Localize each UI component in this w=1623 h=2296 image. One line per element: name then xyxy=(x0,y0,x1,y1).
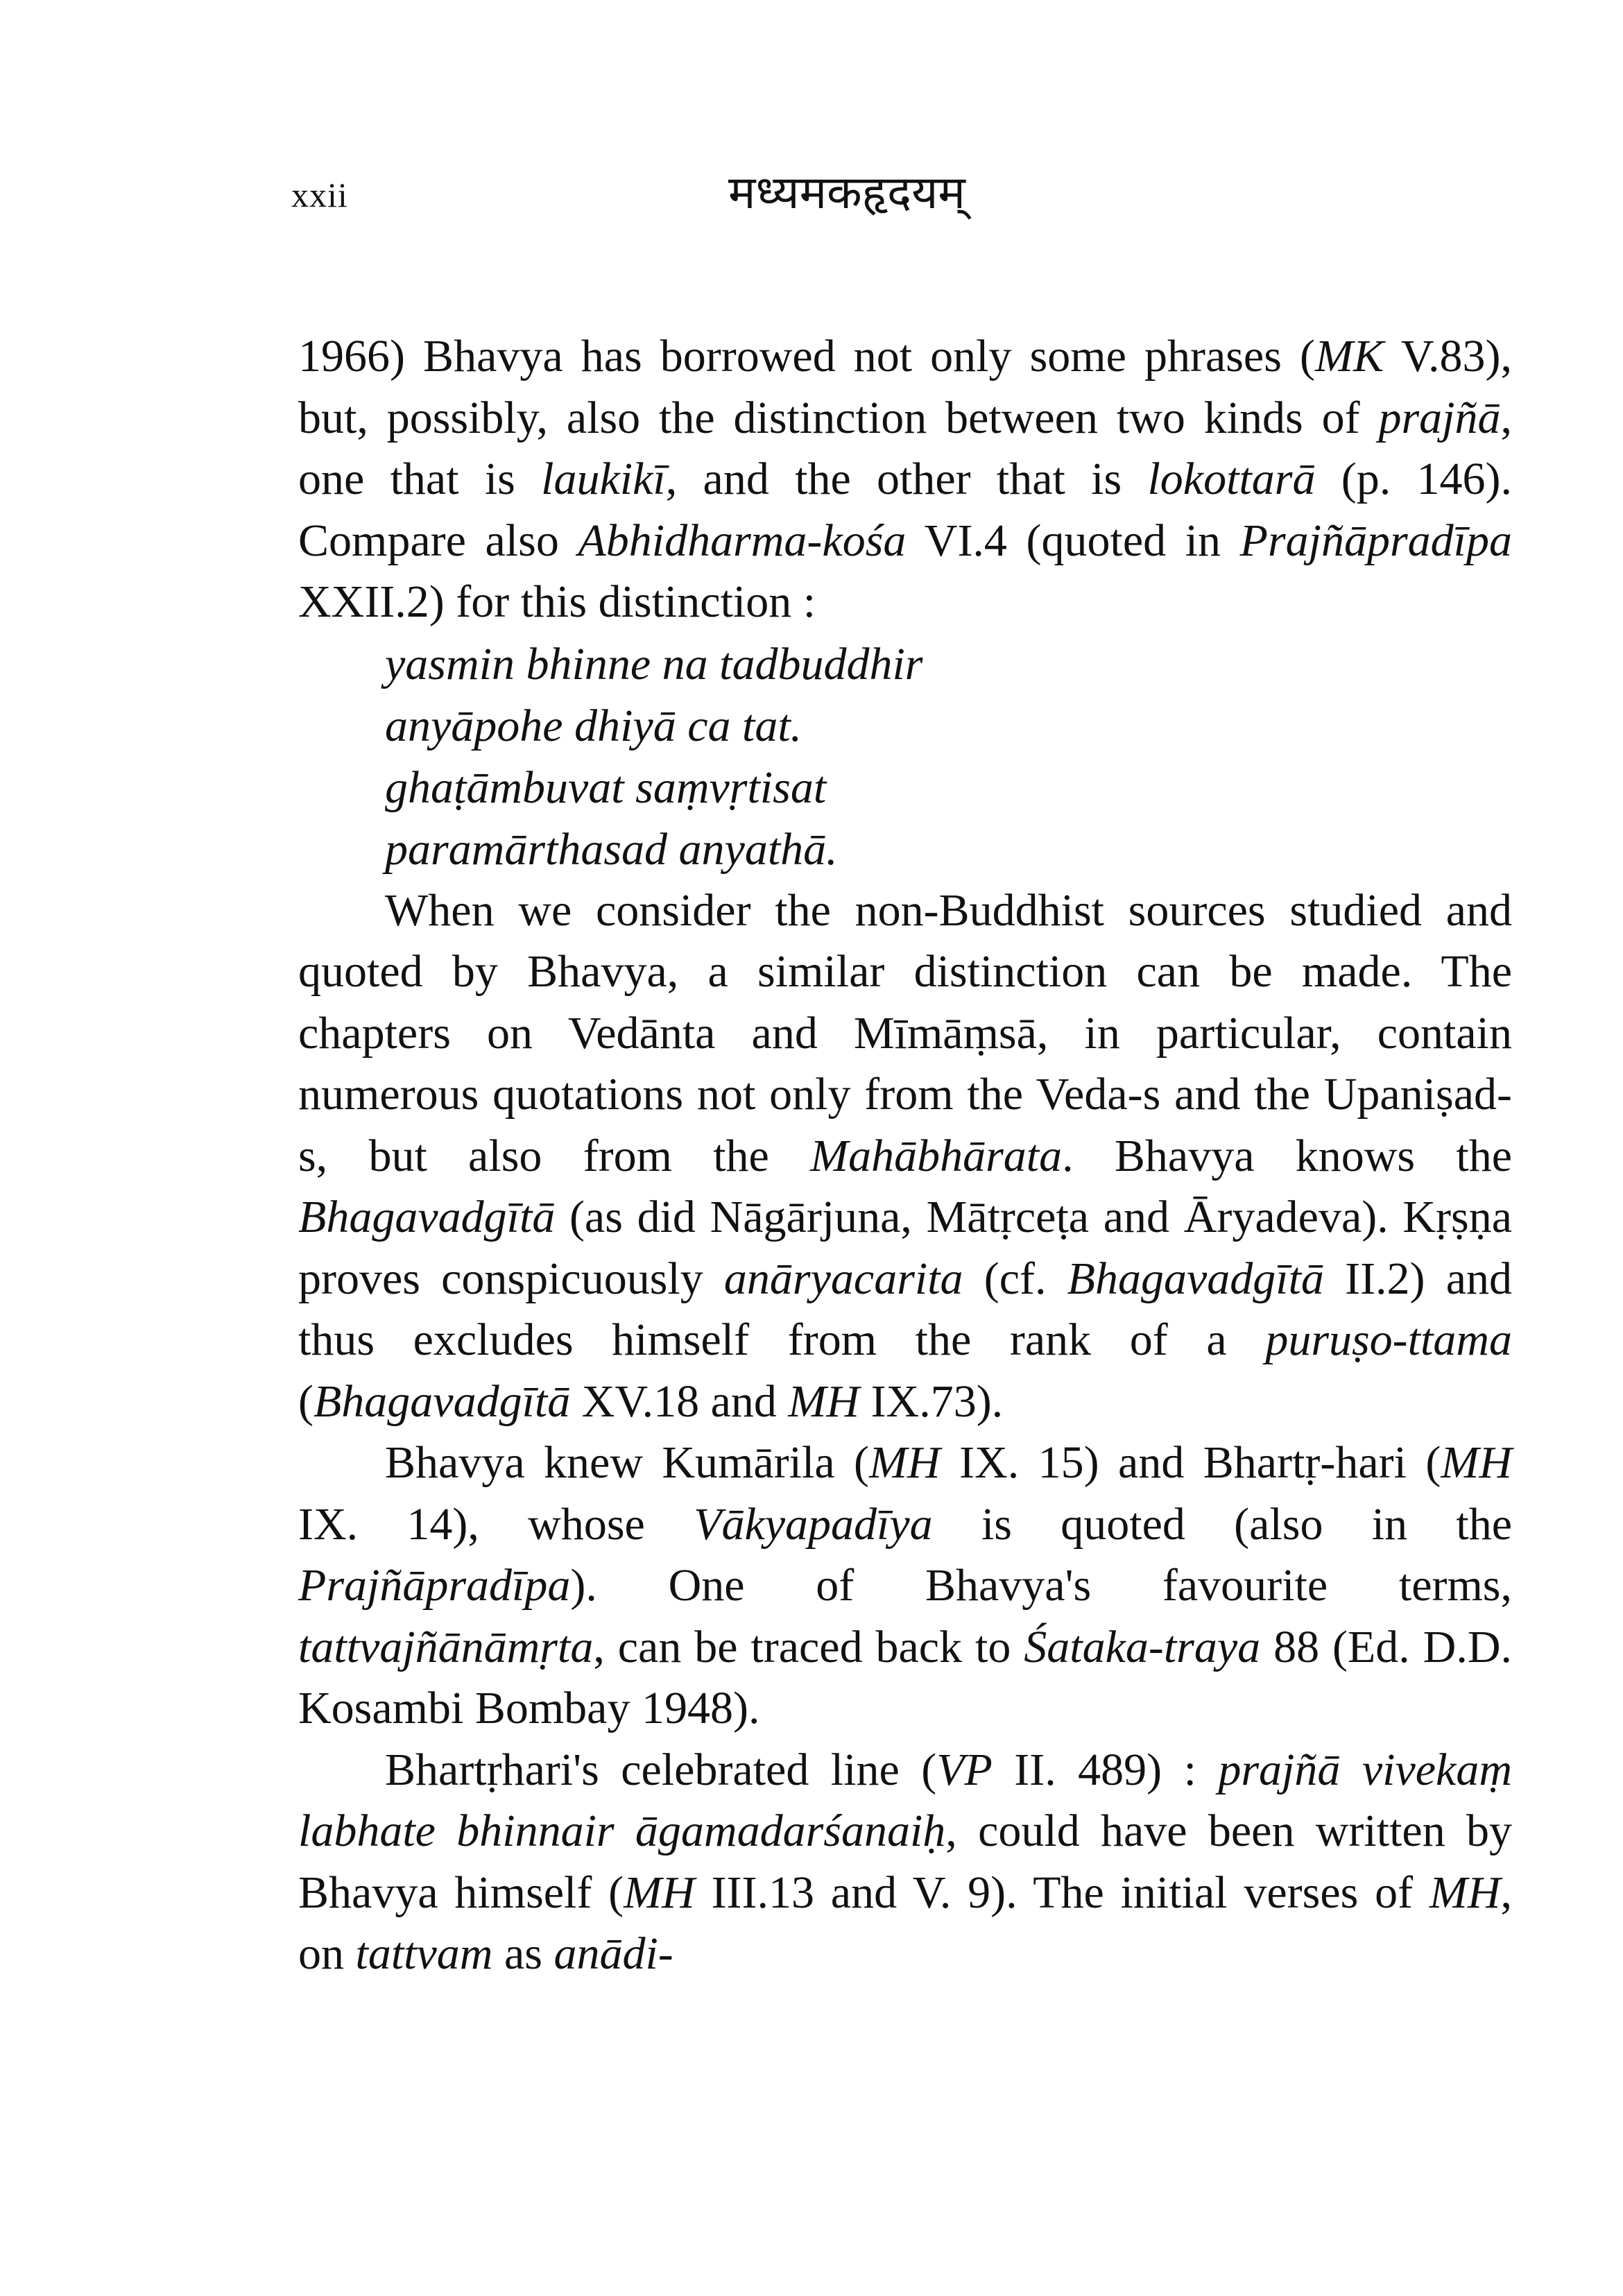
text-run: , one that is xyxy=(298,392,1512,504)
text-run: II. 489) : xyxy=(992,1744,1219,1795)
text-run: , can be traced back to xyxy=(593,1621,1024,1672)
body-text xyxy=(298,326,1512,1985)
text-run: V.83), but, possibly, also the distinction between two kinds of xyxy=(298,331,1512,443)
text-run: ). One of Bhavya's favourite terms, xyxy=(570,1560,1512,1611)
paragraph xyxy=(298,880,1512,1433)
verse-line: yasmin bhinne na tadbuddhir xyxy=(385,638,923,689)
text-run: is quoted (also in the xyxy=(932,1498,1513,1550)
text-run: XV.18 and xyxy=(570,1376,789,1427)
italic-term: prajñā vivekaṃ labhate bhinnair āgamadarśanaiḥ xyxy=(298,1744,1512,1856)
italic-term: puruṣo-ttama xyxy=(1265,1314,1512,1365)
text-run: (cf. xyxy=(963,1253,1067,1304)
text-run: Bhavya knew Kumārila ( xyxy=(385,1437,870,1488)
text-run: II.2) and thus excludes himself from the rank of a xyxy=(298,1253,1512,1365)
verse-block xyxy=(298,633,1512,880)
italic-term: Bhagavadgītā xyxy=(1067,1253,1324,1304)
text-run: 1966) Bhavya has borrowed not only some phrases ( xyxy=(298,331,1315,382)
page-number: xxii xyxy=(291,175,348,214)
running-title: मध्यमकहृदयम् xyxy=(728,166,965,219)
text-run: XXII.2) for this distinction : xyxy=(298,576,816,627)
italic-term: prajñā xyxy=(1378,392,1501,443)
italic-term: MK xyxy=(1314,331,1384,382)
italic-term: MH xyxy=(788,1376,860,1427)
text-run: as xyxy=(492,1928,554,1979)
text-run: VI.4 (quoted in xyxy=(906,515,1240,566)
paragraph xyxy=(298,326,1512,633)
text-run: , could have been written by Bhavya himself ( xyxy=(298,1806,1512,1918)
text-run: (p. 146). Compare also xyxy=(298,454,1512,566)
italic-term: anādi- xyxy=(553,1928,673,1979)
italic-term: Bhagavadgītā xyxy=(313,1376,571,1427)
verse-line: ghaṭāmbuvat saṃvṛtisat xyxy=(385,762,827,813)
italic-term: tattvam xyxy=(355,1928,493,1979)
text-run: IX. 15) and Bhartṛ-hari ( xyxy=(940,1437,1441,1488)
verse-line: anyāpohe dhiyā ca tat. xyxy=(385,700,802,751)
italic-term: MH xyxy=(624,1867,695,1918)
italic-term: MH xyxy=(1441,1437,1512,1488)
italic-term: laukikī xyxy=(541,454,666,504)
italic-term: MH xyxy=(869,1437,941,1488)
italic-term: Mahābhārata xyxy=(810,1130,1063,1181)
italic-term: tattvajñānāmṛta xyxy=(298,1621,594,1672)
text-run: III.13 and V. 9). The initial verses of xyxy=(694,1867,1429,1918)
text-run: . Bhavya knows the xyxy=(1062,1130,1512,1181)
italic-term: Śataka-traya xyxy=(1024,1621,1261,1672)
paragraph xyxy=(298,1740,1512,1985)
italic-term: Prajñāpradīpa xyxy=(298,1560,571,1611)
italic-term: Prajñāpradīpa xyxy=(1239,515,1512,566)
italic-term: lokottarā xyxy=(1147,454,1316,504)
italic-term: Abhidharma-kośa xyxy=(578,515,907,566)
page-header xyxy=(291,160,1526,222)
italic-term: anāryacarita xyxy=(723,1253,963,1304)
text-run: IX. 14), whose xyxy=(298,1498,694,1550)
text-run: When we consider the non-Buddhist sources studied and quoted by Bhavya, a similar distinction can be made. The chapters on Vedānta and Mīmāṃsā, in particular, contain numerous quotations not only from the Veda-s and the Upaniṣad-s, but also from the xyxy=(298,884,1512,1181)
text-run: Bhartṛhari's celebrated line ( xyxy=(385,1744,937,1795)
text-run: IX.73). xyxy=(859,1376,1004,1427)
text-run: ( xyxy=(298,1376,314,1427)
text-run: , and the other that is xyxy=(665,454,1148,504)
italic-term: Bhagavadgītā xyxy=(298,1192,556,1242)
paragraph xyxy=(298,1432,1512,1740)
italic-term: MH xyxy=(1429,1867,1501,1918)
text-run: 88 (Ed. D.D. Kosambi Bombay 1948). xyxy=(298,1621,1512,1733)
text-run: , on xyxy=(298,1867,1513,1979)
text-run: (as did Nāgārjuna, Mātṛceṭa and Āryadeva). Kṛṣṇa proves conspicuously xyxy=(298,1192,1512,1304)
verse-line: paramārthasad anyathā. xyxy=(385,823,838,875)
italic-term: Vākyapadīya xyxy=(694,1498,933,1550)
italic-term: VP xyxy=(936,1744,993,1795)
